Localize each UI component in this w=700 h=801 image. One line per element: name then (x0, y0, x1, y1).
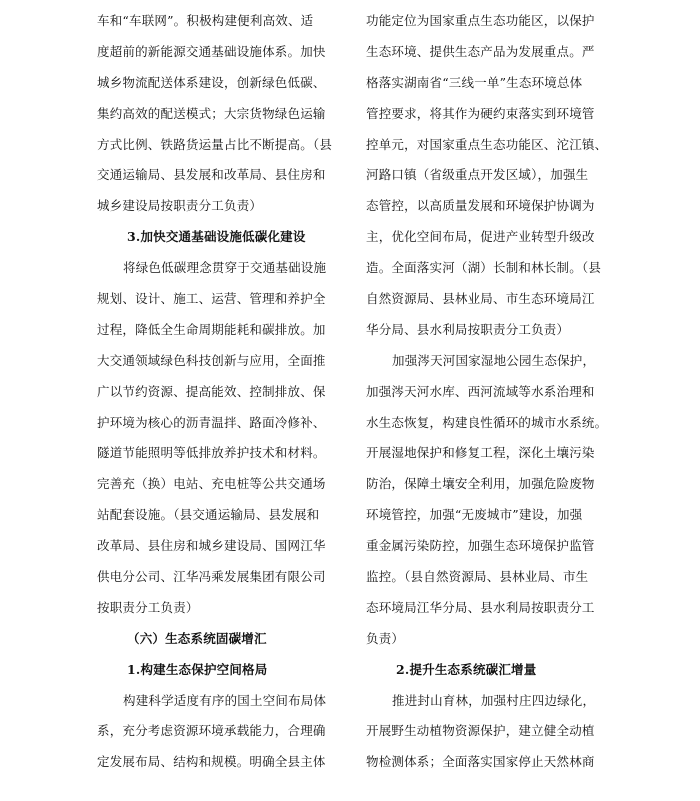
text-line: 加强涔天河国家湿地公园生态保护， (392, 352, 596, 368)
text-line: 开展野生动植物资源保护，建立健全动植 (366, 723, 595, 739)
text-line: 度超前的新能源交通基础设施体系。加快 (97, 43, 326, 59)
text-line: 城乡建设局按职责分工负责） (97, 198, 263, 214)
text-line: 重金属污染防控，加强生态环境保护监管 (366, 538, 595, 554)
text-line: 集约高效的配送模式；大宗货物绿色运输 (97, 105, 326, 121)
text-line: 交通运输局、县发展和改革局、县住房和 (97, 167, 326, 183)
section-heading: 3.加快交通基础设施低碳化建设 (127, 229, 306, 245)
text-line: 过程，降低全生命周期能耗和碳排放。加 (97, 321, 326, 337)
section-heading: 2.提升生态系统碳汇增量 (396, 661, 537, 677)
text-line: 规划、设计、施工、运营、管理和养护全 (97, 291, 326, 307)
text-line: 将绿色低碳理念贯穿于交通基础设施 (123, 260, 327, 276)
text-line: 功能定位为国家重点生态功能区，以保护 (366, 13, 595, 28)
text-line: 控单元，对国家重点生态功能区、沱江镇、 (366, 136, 608, 152)
text-line: 隧道节能照明等低排放养护技术和材料。 (97, 445, 326, 461)
text-line: 防治，保障土壤安全利用，加强危险废物 (366, 476, 595, 492)
text-line: 广以节约资源、提高能效、控制排放、保 (97, 383, 326, 399)
text-line: 供电分公司、江华冯乘发展集团有限公司 (97, 569, 326, 585)
text-line: 河路口镇（省级重点开发区域），加强生 (366, 167, 589, 183)
text-line: 加强涔天河水库、西河流域等水系治理和 (366, 383, 595, 399)
text-line: 监控。（县自然资源局、县林业局、市生 (366, 569, 589, 585)
text-line: 华分局、县水利局按职责分工负责） (366, 321, 570, 337)
text-line: 车和“车联网”。积极构建便利高效、适 (97, 13, 314, 28)
text-line: 水生态恢复，构建良性循环的城市水系统。 (366, 414, 608, 430)
text-line: 完善充（换）电站、充电桩等公共交通场 (97, 476, 326, 492)
text-line: 负责） (366, 630, 405, 646)
text-line: 护环境为核心的沥青温拌、路面冷修补、 (97, 414, 326, 430)
text-line: 主，优化空间布局，促进产业转型升级改 (366, 229, 595, 245)
right-text-column (366, 6, 612, 778)
text-line: 系，充分考虑资源环境承载能力，合理确 (97, 723, 326, 739)
left-text-column (97, 6, 343, 778)
text-line: 造。全面落实河（湖）长制和林长制。（县 (366, 260, 602, 276)
text-line: 构建科学适度有序的国土空间布局体 (123, 692, 327, 708)
section-heading: 1.构建生态保护空间格局 (127, 661, 268, 677)
text-line: 态环境局江华分局、县水利局按职责分工 (366, 599, 595, 615)
text-line: 自然资源局、县林业局、市生态环境局江 (366, 291, 595, 307)
text-line: 大交通领域绿色科技创新与应用，全面推 (97, 352, 326, 368)
text-line: 环境管控，加强“无废城市”建设，加强 (366, 507, 583, 523)
text-line: 物检测体系；全面落实国家停止天然林商 (366, 754, 595, 770)
text-line: 态管控，以高质量发展和环境保护协调为 (366, 198, 595, 214)
text-line: 开展湿地保护和修复工程，深化土壤污染 (366, 445, 595, 461)
text-line: 格落实湖南省“三线一单”生态环境总体 (366, 74, 583, 90)
text-line: 方式比例、铁路货运量占比不断提高。（县 (97, 136, 333, 152)
text-line: 管控要求，将其作为硬约束落实到环境管 (366, 105, 595, 121)
text-line: 定发展布局、结构和规模。明确全县主体 (97, 754, 326, 770)
text-line: 生态环境、提供生态产品为发展重点。严 (366, 43, 595, 59)
text-line: 推进封山育林，加强村庄四边绿化， (392, 692, 596, 708)
text-line: 改革局、县住房和城乡建设局、国网江华 (97, 538, 326, 554)
text-line: 城乡物流配送体系建设，创新绿色低碳、 (97, 74, 326, 90)
text-line: 按职责分工负责） (97, 599, 199, 615)
section-heading: （六）生态系统固碳增汇 (127, 630, 267, 646)
text-line: 站配套设施。（县交通运输局、县发展和 (97, 507, 320, 523)
